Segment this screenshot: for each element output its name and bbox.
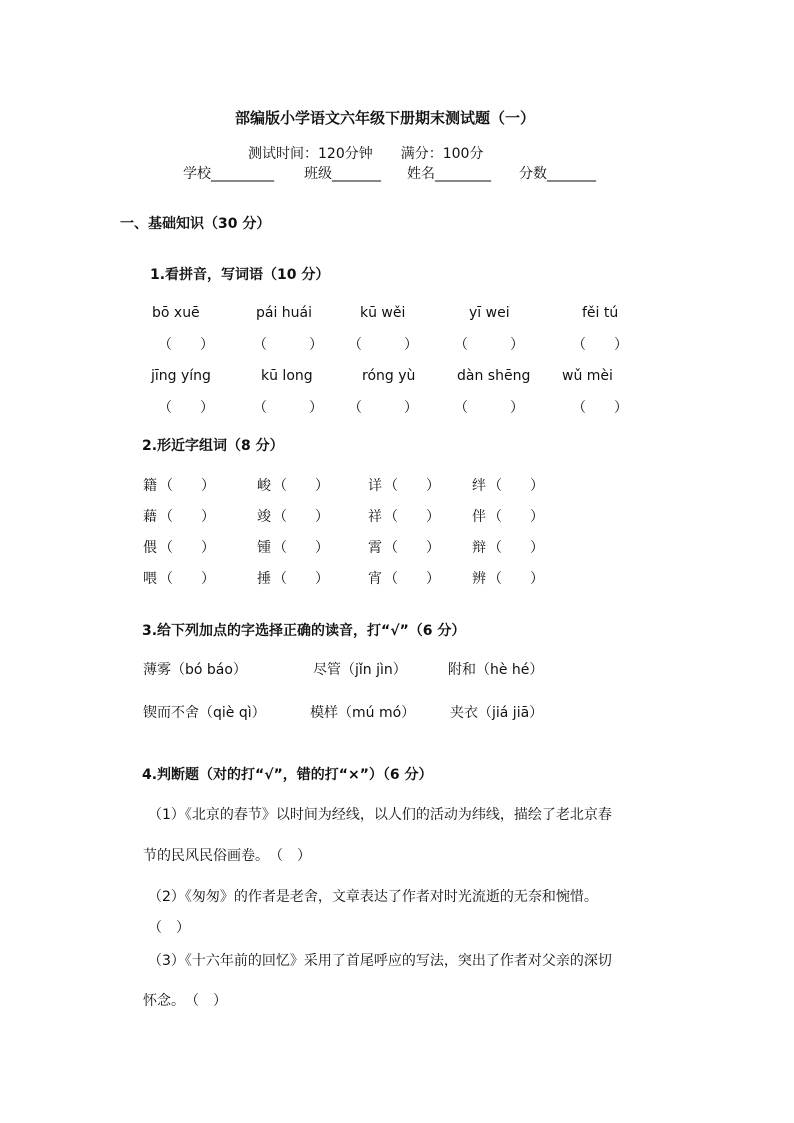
answer-blank[interactable]: （ ）	[488, 478, 544, 494]
answer-blank[interactable]: （ ）	[384, 571, 440, 587]
answer-blank[interactable]: （ ）	[454, 400, 524, 416]
answer-blank[interactable]: （ ）	[572, 400, 628, 416]
time-score: 测试时间：120分钟 满分：100分	[248, 146, 484, 162]
char-item: 峻	[257, 478, 271, 494]
answer-blank[interactable]: （ ）	[384, 540, 440, 556]
field-name: 姓名________	[407, 166, 491, 182]
judgement-item-3-line2[interactable]: 怀念。 （ ）	[143, 993, 227, 1009]
char-item: 绊	[472, 478, 486, 494]
answer-blank[interactable]: （ ）	[384, 478, 440, 494]
answer-blank[interactable]: （ ）	[158, 400, 214, 416]
reading-choice[interactable]: 附和（hè hé）	[448, 662, 544, 678]
reading-choice[interactable]: 夹衣（jiá jiā）	[450, 705, 544, 721]
answer-blank[interactable]: （ ）	[253, 400, 323, 416]
char-item: 籍	[143, 478, 157, 494]
char-item: 偎	[143, 540, 157, 556]
field-school: 学校_________	[183, 166, 274, 182]
q4-heading: 4.判断题（对的打“√”，错的打“×”）（6 分）	[142, 767, 433, 783]
char-item: 霄	[368, 540, 382, 556]
field-score: 分数_______	[519, 166, 596, 182]
reading-choice[interactable]: 模样（mú mó）	[310, 705, 416, 721]
char-item: 喂	[143, 571, 157, 587]
char-item: 祥	[368, 509, 382, 525]
pinyin-item: kū long	[261, 368, 313, 384]
pinyin-item: pái huái	[256, 305, 313, 321]
section-heading: 一、基础知识（30 分）	[120, 216, 271, 232]
reading-choice[interactable]: 尽管（jǐn jìn）	[313, 662, 407, 678]
page-title: 部编版小学语文六年级下册期末测试题（一）	[235, 109, 536, 127]
answer-blank[interactable]: （ ）	[348, 337, 418, 353]
answer-blank[interactable]: （ ）	[159, 540, 215, 556]
char-item: 竣	[257, 509, 271, 525]
answer-blank[interactable]: （ ）	[158, 337, 214, 353]
answer-blank[interactable]: （ ）	[159, 571, 215, 587]
answer-blank[interactable]: （ ）	[253, 337, 323, 353]
pinyin-item: yī wei	[469, 305, 510, 321]
char-item: 宵	[368, 571, 382, 587]
q1-heading: 1.看拼音，写词语（10 分）	[150, 267, 330, 283]
answer-blank[interactable]: （ ）	[273, 478, 329, 494]
answer-blank[interactable]: （ ）	[273, 540, 329, 556]
answer-blank[interactable]: （ ）	[454, 337, 524, 353]
answer-blank[interactable]: （ ）	[488, 540, 544, 556]
answer-blank[interactable]: （ ）	[273, 571, 329, 587]
judgement-item-3-line1: （3）《十六年前的回忆》采用了首尾呼应的写法，突出了作者对父亲的深切	[148, 953, 612, 969]
char-item: 辩	[472, 540, 486, 556]
char-item: 伴	[472, 509, 486, 525]
answer-blank[interactable]: （ ）	[348, 400, 418, 416]
answer-blank[interactable]: （ ）	[488, 571, 544, 587]
answer-blank[interactable]: （ ）	[159, 509, 215, 525]
char-item: 辨	[472, 571, 486, 587]
pinyin-item: wǔ mèi	[562, 368, 613, 384]
answer-blank[interactable]: （ ）	[384, 509, 440, 525]
answer-blank[interactable]: （ ）	[572, 337, 628, 353]
reading-choice[interactable]: 薄雾（bó báo）	[143, 662, 247, 678]
pinyin-item: bō xuē	[152, 305, 200, 321]
char-item: 详	[368, 478, 382, 494]
pinyin-item: róng yù	[362, 368, 416, 384]
char-item: 藉	[143, 509, 157, 525]
judgement-item-1-line1: （1）《北京的春节》以时间为经线，以人们的活动为纬线，描绘了老北京春	[148, 807, 612, 823]
judgement-item-2-line1: （2）《匆匆》的作者是老舍，文章表达了作者对时光流逝的无奈和惋惜。	[148, 889, 598, 905]
pinyin-item: kū wěi	[360, 305, 406, 321]
answer-blank[interactable]: （ ）	[488, 509, 544, 525]
field-class: 班级_______	[304, 166, 381, 182]
q3-heading: 3.给下列加点的字选择正确的读音，打“√”（6 分）	[142, 623, 466, 639]
q2-heading: 2.形近字组词（8 分）	[142, 438, 284, 454]
reading-choice[interactable]: 锲而不舍（qiè qì）	[143, 705, 266, 721]
answer-blank[interactable]: （ ）	[159, 478, 215, 494]
pinyin-item: fěi tú	[582, 305, 619, 321]
judgement-item-2-line2[interactable]: （ ）	[148, 920, 190, 936]
pinyin-item: dàn shēng	[457, 368, 531, 384]
pinyin-item: jīng yíng	[151, 368, 211, 384]
answer-blank[interactable]: （ ）	[273, 509, 329, 525]
char-item: 锺	[257, 540, 271, 556]
char-item: 捶	[257, 571, 271, 587]
judgement-item-1-line2[interactable]: 节的民风民俗画卷。 （ ）	[143, 848, 311, 864]
